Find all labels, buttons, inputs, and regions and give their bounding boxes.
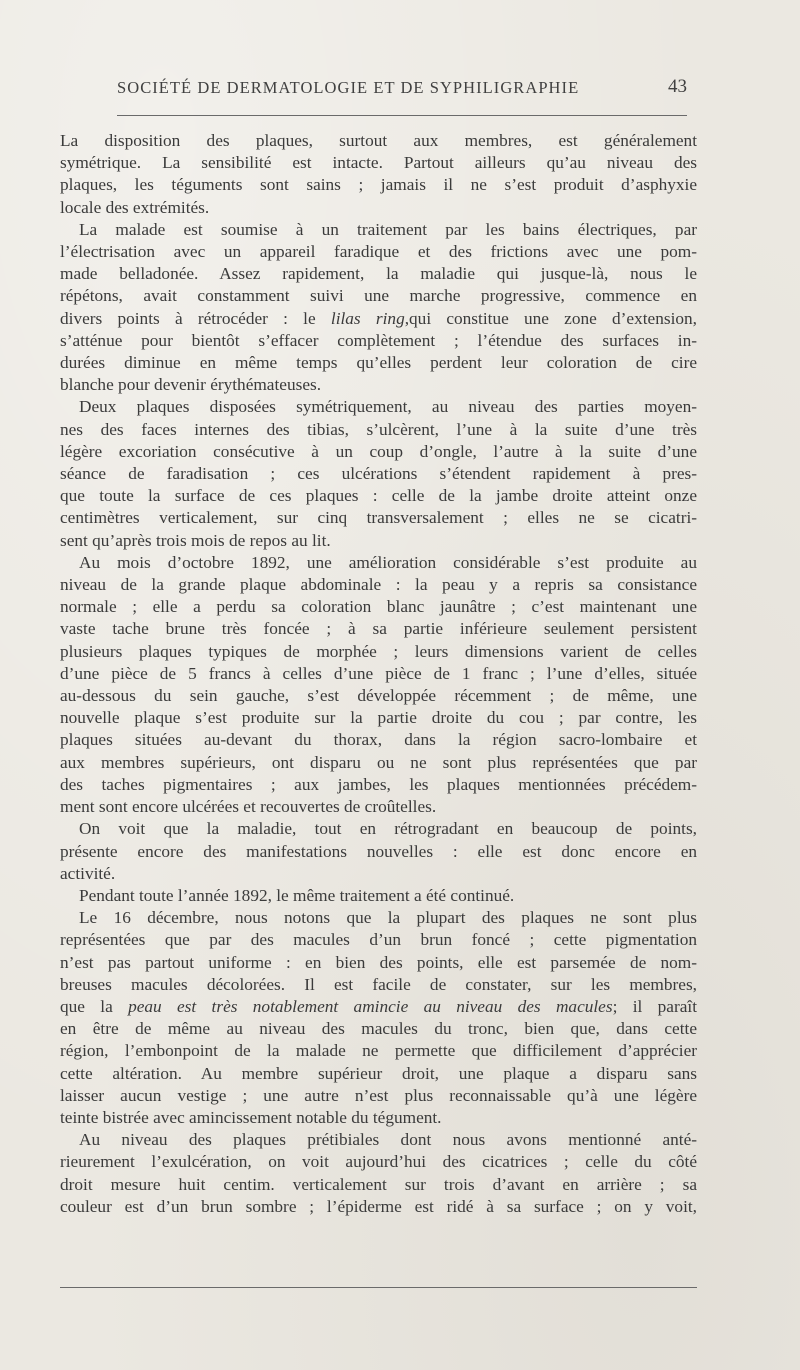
text-line: On voit que la maladie, tout en rétrogradant en beaucoup de points, (79, 819, 697, 839)
text-line (60, 996, 697, 1018)
text-line: Au niveau des plaques prétibiales dont nous avons mentionné anté- (79, 1130, 697, 1150)
text-line: Pendant toute l’année 1892, le même traitement a été continué. (79, 885, 515, 905)
text-line: made belladonée. Assez rapidement, la maladie qui jusque-là, nous le (60, 264, 697, 284)
text-line: n’est pas partout uniforme : en bien des points, elle est parsemée de nom- (60, 952, 697, 972)
text-line: région, l’embonpoint de la malade ne permette que difficilement d’apprécier (60, 1041, 697, 1061)
text-line: Le 16 décembre, nous notons que la plupart des plaques ne sont plus (79, 908, 697, 928)
text-line: droit mesure huit centim. verticalement sur trois d’avant en arrière ; sa (60, 1174, 697, 1194)
running-title: SOCIÉTÉ DE DERMATOLOGIE ET DE SYPHILIGRAPHIE (117, 78, 580, 97)
text-line: plusieurs plaques typiques de morphée ; leurs dimensions varient de celles (60, 641, 697, 661)
footer-rule (60, 1287, 697, 1288)
text-line: Au mois d’octobre 1892, une amélioration considérable s’est produite au (79, 552, 697, 572)
text-line: des taches pigmentaires ; aux jambes, les plaques mentionnées précédem- (60, 774, 697, 794)
italic-phrase: peau est très notablement amincie au niveau des macules (128, 996, 613, 1016)
text-line: s’atténue pour bientôt s’effacer complètement ; l’étendue des surfaces in- (60, 330, 697, 350)
text-line: La malade est soumise à un traitement par les bains électriques, par (79, 219, 697, 239)
text-line: blanche pour devenir érythémateuses. (60, 375, 322, 395)
text-line: teinte bistrée avec amincissement notable du tégument. (60, 1107, 442, 1127)
running-head (117, 78, 687, 102)
text-line: plaques, les téguments sont sains ; jamais il ne s’est produit d’asphyxie (60, 175, 697, 195)
page-number: 43 (668, 76, 687, 97)
text-line (60, 308, 697, 330)
text-line: niveau de la grande plaque abdominale : la peau y a repris sa consistance (60, 575, 697, 595)
text-line: aux membres supérieurs, ont disparu ou ne sont plus représentées que par (60, 752, 697, 772)
text-line: plaques situées au-devant du thorax, dans la région sacro-lombaire et (60, 730, 697, 750)
text-line: vaste tache brune très foncée ; à sa partie inférieure seulement persistent (60, 619, 697, 639)
text-line: légère excoriation consécutive à un coup d’ongle, l’autre à la suite d’une (60, 441, 697, 461)
text-line: présente encore des manifestations nouvelles : elle est donc encore en (60, 841, 697, 861)
text-line: que toute la surface de ces plaques : celle de la jambe droite atteint onze (60, 486, 697, 506)
text-line: nes des faces internes des tibias, s’ulcèrent, l’une à la suite d’une très (60, 419, 697, 439)
body-text (60, 130, 697, 1218)
text-run: divers points à rétrocéder : le (60, 308, 331, 328)
text-line: durées diminue en même temps qu’elles perdent leur coloration de cire (60, 353, 697, 373)
text-line: au-dessous du sein gauche, s’est développée récemment ; de même, une (60, 686, 697, 706)
text-line: sent qu’après trois mois de repos au lit. (60, 530, 331, 550)
text-line: centimètres verticalement, sur cinq transversalement ; elles ne se cicatri- (60, 508, 697, 528)
text-line: symétrique. La sensibilité est intacte. Partout ailleurs qu’au niveau des (60, 153, 697, 173)
text-run: que la (60, 996, 129, 1016)
text-line: nouvelle plaque s’est produite sur la partie droite du cou ; par contre, les (60, 708, 697, 728)
text-line: rieurement l’exulcération, on voit aujourd’hui des cicatrices ; celle du côté (60, 1152, 697, 1172)
text-line: représentées que par des macules d’un brun foncé ; cette pigmentation (60, 930, 697, 950)
text-line: séance de faradisation ; ces ulcérations s’étendent rapidement à pres- (60, 464, 697, 484)
text-line: ment sont encore ulcérées et recouvertes de croûtelles. (60, 797, 437, 817)
text-line: breuses macules décolorées. Il est facile de constater, sur les membres, (60, 974, 697, 994)
text-line: d’une pièce de 5 francs à celles d’une pièce de 1 franc ; l’une d’elles, située (60, 663, 697, 683)
text-line: Deux plaques disposées symétriquement, au niveau des parties moyen- (79, 397, 697, 417)
italic-term: lilas ring (330, 308, 405, 328)
text-line: l’électrisation avec un appareil faradique et des frictions avec une pom- (60, 242, 697, 262)
text-line: laisser aucun vestige ; une autre n’est plus reconnaissable qu’à une légère (60, 1085, 697, 1105)
text-run: ; il paraît (612, 996, 697, 1016)
text-line: La disposition des plaques, surtout aux membres, est généralement (60, 131, 697, 150)
text-line: couleur est d’un brun sombre ; l’épiderme est ridé à sa surface ; on y voit, (60, 1196, 697, 1216)
text-line: en être de même au niveau des macules du tronc, bien que, dans cette (60, 1019, 697, 1039)
text-run: ,qui constitue une zone d’extension, (404, 308, 697, 328)
text-line: normale ; elle a perdu sa coloration blanc jaunâtre ; c’est maintenant une (60, 597, 697, 617)
text-line: activité. (60, 863, 116, 883)
text-line: locale des extrémités. (60, 197, 210, 217)
text-line: cette altération. Au membre supérieur droit, une plaque a disparu sans (60, 1063, 697, 1083)
header-rule (117, 115, 687, 116)
text-line: répétons, avait constamment suivi une marche progressive, commence en (60, 286, 697, 306)
